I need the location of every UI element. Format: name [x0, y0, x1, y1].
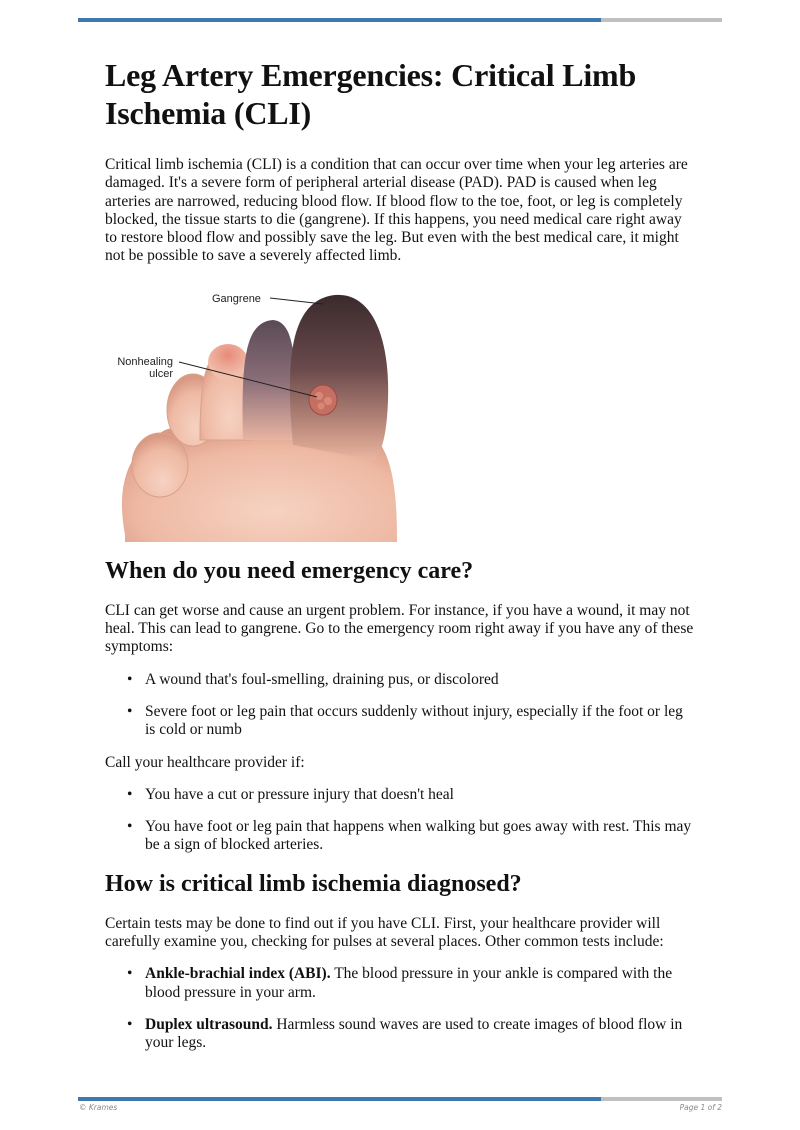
- intro-paragraph: Critical limb ischemia (CLI) is a condition that can occur over time when your leg arteries are damaged. It's a severe form of peripheral arterial disease (PAD). PAD is caused when leg arteries are narrowed, reducing blood flow. If blood flow to the toe, foot, or leg is completely blocked, the tissue starts to die (gangrene). If this happens, you need medical care right away to restore blood flow and possibly save the leg. But even with the best medical care, it might not be possible to save a severely affected limb.: [105, 156, 688, 265]
- label-nonhealing-ulcer: [113, 356, 173, 380]
- list-item: • You have foot or leg pain that happens when walking but goes away with rest. This may be a sign of blocked arteries.: [145, 818, 697, 855]
- list-item-text: Harmless sound waves are used to create images of blood flow in your legs.: [145, 1015, 683, 1052]
- symptom-list: [105, 671, 697, 740]
- list-item: [145, 965, 697, 1002]
- list-item: [145, 1016, 697, 1053]
- label-ulcer-line-2: ulcer: [149, 367, 173, 380]
- section-paragraph: Call your healthcare provider if:: [105, 753, 305, 771]
- section-heading-emergency: When do you need emergency care?: [105, 557, 474, 584]
- page-title: Leg Artery Emergencies: Critical Limb Ischemia (CLI): [105, 57, 637, 131]
- section-heading-diagnosis: How is critical limb ischemia diagnosed?: [105, 870, 522, 897]
- header-rule: [78, 18, 722, 22]
- footer-rule-gray: [601, 1097, 722, 1101]
- footer-page-number: Page 1 of 2: [679, 1103, 722, 1112]
- tests-list: [105, 965, 697, 1052]
- provider-list: [105, 786, 697, 855]
- list-item: • A wound that's foul-smelling, draining pus, or discolored: [145, 671, 697, 689]
- gangrene-leader-line: [270, 298, 323, 304]
- foot-illustration-image: [105, 280, 405, 542]
- section-paragraph: Certain tests may be done to find out if you have CLI. First, your healthcare provider will carefully examine you, checking for pulses at several places. Other common tests include:: [105, 914, 664, 951]
- label-ulcer-line-1: Nonhealing: [117, 355, 173, 368]
- list-item-text: The blood pressure in your ankle is compared with the blood pressure in your arm.: [145, 965, 673, 1001]
- footer-rule-blue: [78, 1097, 601, 1101]
- header-rule-gray: [601, 18, 722, 22]
- list-item: • Severe foot or leg pain that occurs suddenly without injury, especially if the foot or leg is cold or numb: [145, 703, 697, 740]
- footer-rule: [78, 1097, 722, 1101]
- label-gangrene: Gangrene: [212, 292, 261, 305]
- header-rule-blue: [78, 18, 601, 22]
- foot-illustration: [105, 280, 405, 542]
- section-paragraph: CLI can get worse and cause an urgent problem. For instance, if you have a wound, it may not heal. This can lead to gangrene. Go to the emergency room right away if you have any of these symptoms:: [105, 601, 694, 656]
- document-body: [105, 56, 697, 1067]
- list-item-term: Duplex ultrasound.: [145, 1015, 273, 1033]
- list-item: • You have a cut or pressure injury that doesn't heal: [145, 786, 697, 804]
- footer-copyright: © Krames: [79, 1103, 118, 1112]
- list-item-term: Ankle-brachial index (ABI).: [145, 965, 331, 983]
